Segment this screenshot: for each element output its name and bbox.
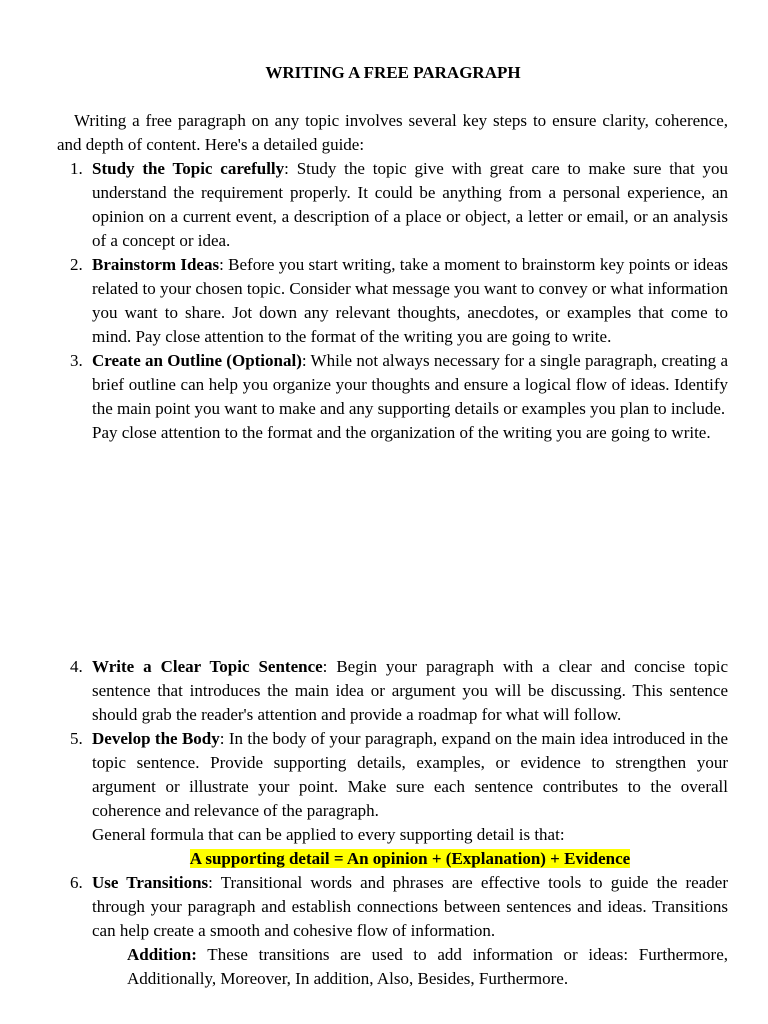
item-heading: Use Transitions [92,873,209,892]
item-text: : Before you start writing, take a moment to brainstorm key points or ideas related to your chosen topic. Consider what message you want to convey or what information you want to share. Jot down any relevant thoughts, anecdotes, or examples that come to mind. Pay close attention to the format of the writing you are going to write. [92,255,729,346]
sub-item-heading: Addition: [127,945,197,964]
item-number: 1. [70,159,83,178]
item-heading: Create an Outline (Optional) [92,351,302,370]
item-heading: Study the Topic carefully [92,159,285,178]
item-note: General formula that can be applied to every supporting detail is that: [92,825,565,844]
item-note: Pay close attention to the format and the organization of the writing you are going to write. [92,423,711,442]
item-text: : Begin your paragraph with a clear and concise topic sentence that introduces the main idea or argument you will be discussing. This sentence should grab the reader's attention and provide a roadmap for what will follow. [92,657,728,724]
list-item [0,727,728,871]
list-item [0,349,728,445]
item-text: : In the body of your paragraph, expand on the main idea introduced in the topic sentence. Provide supporting details, examples, or evidence to strengthen your argument or illustrate your point. Make sure each sentence contributes to the overall coherence and relevance of the paragraph. [92,729,728,820]
item-number: 5. [70,729,83,748]
steps-list-part-2 [0,655,768,991]
item-heading: Write a Clear Topic Sentence [92,657,323,676]
item-number: 3. [70,351,83,370]
list-item [0,157,728,253]
item-text: : While not always necessary for a single paragraph, creating a brief outline can help you organize your thoughts and ensure a logical flow of ideas. Identify the main point you want to make and any supporting details or examples you plan to include. [92,351,728,418]
list-item [0,253,728,349]
intro-paragraph: Writing a free paragraph on any topic involves several key steps to ensure clarity, coherence, and depth of content. Here's a detailed guide: [57,111,728,154]
steps-list-part-1 [0,157,768,445]
formula-highlight [92,847,728,871]
item-number: 4. [70,657,83,676]
item-text: : Study the topic give with great care to make sure that you understand the requirement properly. It could be anything from a personal experience, an opinion on a current event, a description of a place or object, a letter or email, or an analysis of a concept or idea. [92,159,728,250]
document-title: WRITING A FREE PARAGRAPH [265,63,521,82]
item-heading: Develop the Body [92,729,220,748]
sub-item-text: These transitions are used to add information or ideas: Furthermore, Additionally, Moreover, In addition, Also, Besides, Furthermore. [127,945,728,988]
item-text: : Transitional words and phrases are effective tools to guide the reader through your paragraph and establish connections between sentences and ideas. Transitions can help create a smooth and cohesive flow of information. [92,873,728,940]
item-heading: Brainstorm Ideas [92,255,220,274]
list-item [0,871,728,991]
item-number: 6. [70,873,83,892]
item-number: 2. [70,255,83,274]
formula-text: A supporting detail = An opinion + (Explanation) + Evidence [189,849,631,868]
sub-item-addition [92,943,728,991]
list-item [0,655,728,727]
